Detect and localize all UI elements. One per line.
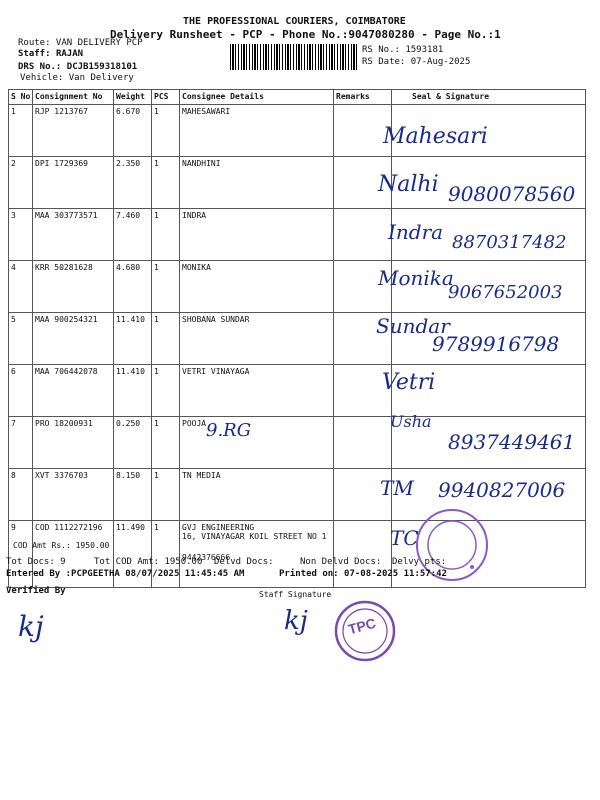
consignee-name: GVJ ENGINEERING [182,523,255,532]
cell-sno: 8 [9,469,33,521]
cell-consignee: INDRA [180,209,334,261]
cell-weight: 11.490 [114,521,152,588]
cell-consignee: MAHESAWARI [180,105,334,157]
staff-value: RAJAN [55,49,84,59]
cell-pcs: 1 [152,521,180,588]
col-sno: S No [9,90,33,105]
company-title: THE PROFESSIONAL COURIERS, COIMBATORE [183,16,406,27]
table-row [9,365,586,417]
cell-weight: 11.410 [114,313,152,365]
cell-sno: 7 [9,417,33,469]
cell-sno: 4 [9,261,33,313]
consignee-phone: 9442376666 [182,553,231,562]
staff-label: Staff: [18,49,51,59]
total-docs: Tot Docs: 9 [6,557,66,567]
cell-consignee: VETRI VINAYAGA [180,365,334,417]
printed-on: Printed on: 07-08-2025 11:57:42 [279,569,447,579]
cell-consignment: COD 1112272196 [33,521,114,588]
signature-6: Vetri [382,370,436,395]
delivery-points: Delvy pts: [392,557,447,567]
signature-phone-7: 8937449461 [448,430,576,454]
col-remarks: Remarks [334,90,392,105]
runsheet-title: Delivery Runsheet - PCP - Phone No.:9047080280 - Page No.:1 [110,28,501,41]
table-header [9,90,586,105]
cell-consignment: MAA 706442078 [33,365,114,417]
cell-weight: 11.410 [114,365,152,417]
signature-3: Indra [388,220,444,244]
cell-consignee: POOJA [180,417,334,469]
cell-consignee: NANDHINI [180,157,334,209]
route: Route: VAN DELIVERY PCP [18,38,143,48]
cell-sno: 3 [9,209,33,261]
tpc-stamp-text: TPC [346,614,378,638]
cell-pcs: 1 [152,105,180,157]
signature-phone-2: 9080078560 [448,182,576,206]
drs-value: DCJB159318101 [66,62,138,72]
cell-pcs: 1 [152,417,180,469]
cell-consignment: RJP 1213767 [33,105,114,157]
signature-1: Mahesari [383,124,488,149]
cell-consignment: DPI 1729369 [33,157,114,209]
cell-consignment: KRR 50281628 [33,261,114,313]
signature-phone-4: 9067652003 [448,282,563,303]
total-cod-amount: Tot COD Amt: 1950.00 [94,557,203,567]
staff [18,49,83,59]
signature-phone-3: 8870317482 [452,232,567,253]
consignee-address: 16, VINAYAGAR KOIL STREET NO 1 [182,532,327,541]
cell-weight: 8.150 [114,469,152,521]
signature-7: Usha [390,412,432,431]
cell-pcs: 1 [152,469,180,521]
cell-consignment: MAA 900254321 [33,313,114,365]
barcode [230,44,358,70]
vehicle: Vehicle: Van Delivery [20,73,134,83]
table-row [9,105,586,157]
pooja-note: 9.RG [206,420,252,441]
cell-consignment: XVT 3376703 [33,469,114,521]
signature-5: Sundar [376,314,450,338]
col-pcs: PCS [152,90,180,105]
signature-2: Nalhi [378,172,439,197]
signature-phone-5: 9789916798 [432,332,560,356]
staff-signature-label: Staff Signature [259,590,332,599]
signature-4: Monika [378,266,454,290]
cell-weight: 2.350 [114,157,152,209]
verified-by-label: Verified By [6,586,66,596]
cod-amount: COD Amt Rs.: 1950.00 [13,541,110,550]
cell-sno: 9 [9,521,33,588]
signature-9: TC [390,526,419,550]
cell-consignee: TN MEDIA [180,469,334,521]
signature-8: TM [380,476,414,500]
rs-number: RS No.: 1593181 [362,45,444,55]
col-signature: Seal & Signature [392,90,586,105]
col-consignee: Consignee Details [180,90,334,105]
rs-date: RS Date: 07-Aug-2025 [362,57,471,67]
col-weight: Weight [114,90,152,105]
verified-signature: kj [18,610,44,643]
cell-sno: 1 [9,105,33,157]
cell-consignee: MONIKA [180,261,334,313]
cell-pcs: 1 [152,261,180,313]
cell-consignment: PRO 18200931 [33,417,114,469]
cell-consignment: MAA 303773571 [33,209,114,261]
cell-pcs: 1 [152,157,180,209]
non-delivered-docs: Non Delvd Docs: [300,557,382,567]
cell-weight: 7.460 [114,209,152,261]
cell-consignee: SHOBANA SUNDAR [180,313,334,365]
cell-pcs: 1 [152,365,180,417]
drs-label: DRS No.: [18,62,62,72]
cell-pcs: 1 [152,313,180,365]
cell-sno: 2 [9,157,33,209]
signature-phone-8: 9940827006 [438,478,566,502]
cell-sno: 5 [9,313,33,365]
cell-sno: 6 [9,365,33,417]
cell-weight: 6.670 [114,105,152,157]
cell-weight: 0.250 [114,417,152,469]
cell-weight: 4.680 [114,261,152,313]
drs-number [18,62,137,72]
staff-signature: kj [284,606,308,636]
cell-remarks [334,209,392,261]
delivered-docs: Delvd Docs: [214,557,274,567]
cell-remarks [334,417,392,469]
entered-by: Entered By :PCPGEETHA 08/07/2025 11:45:45 AM [6,569,245,579]
cell-pcs: 1 [152,209,180,261]
col-consignment: Consignment No [33,90,114,105]
